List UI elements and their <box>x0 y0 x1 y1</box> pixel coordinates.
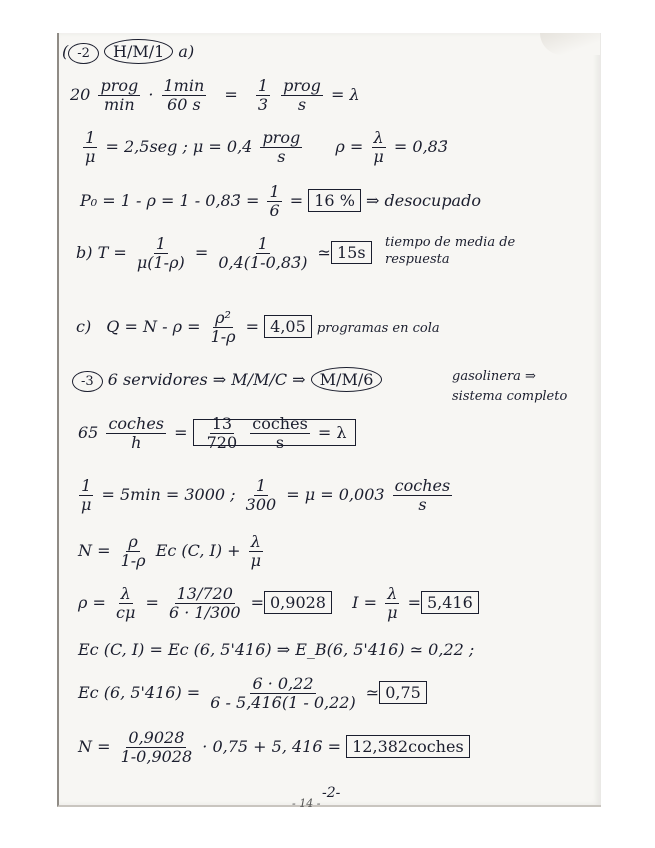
model-label: M/M/6 <box>311 367 383 392</box>
boxed-result: 12,382coches <box>346 735 470 758</box>
num: coches <box>394 476 451 495</box>
fraction <box>83 130 97 165</box>
ec-value-line <box>78 676 427 711</box>
den: min <box>104 95 135 114</box>
fraction <box>256 78 270 113</box>
num: 1 <box>255 476 266 495</box>
fraction <box>119 730 195 765</box>
den: s <box>275 433 285 452</box>
n-sum: · 0,75 + 5, 416̄ = <box>202 737 342 756</box>
num: ρ <box>128 532 138 551</box>
fraction <box>244 478 279 513</box>
note: programas en cola <box>316 321 440 336</box>
part-a-label: a) <box>178 42 195 61</box>
fraction <box>79 478 93 513</box>
approx: ≃ <box>317 243 331 262</box>
equals: = <box>407 593 421 612</box>
den: h <box>131 433 142 452</box>
queue-length-line <box>76 310 440 345</box>
mu-text: = 2,5seg ; μ = 0,4 <box>105 137 253 156</box>
num: 6 · 0,22 <box>252 674 314 693</box>
idle-probability-line <box>80 184 481 219</box>
den: μ <box>81 495 92 514</box>
n-label: N = <box>78 541 111 560</box>
equals: = <box>145 593 159 612</box>
boxed-result: 4,05 <box>264 315 312 338</box>
note: ⇒ desocupado <box>366 191 481 210</box>
service-rate-line <box>80 130 448 165</box>
arrival-rate-line <box>70 78 360 113</box>
fraction <box>250 416 310 451</box>
service-time: = 5min = 3000 ; <box>101 485 236 504</box>
num: 1 <box>81 476 92 495</box>
equals: = <box>224 85 238 104</box>
den: s <box>277 147 286 166</box>
num: prog <box>283 76 321 95</box>
mu-value: = μ = 0,003 <box>286 485 385 504</box>
part-b-label: b) <box>76 243 93 262</box>
ec-label: Ec (6, 5'416̄) = <box>78 683 201 702</box>
boxed-result <box>193 414 356 452</box>
fraction <box>205 416 240 451</box>
service-rate-line-2 <box>76 478 455 513</box>
boxed-result: 16 % <box>308 189 361 212</box>
q-text: Q = N - ρ = <box>106 317 201 336</box>
den: s <box>418 495 427 514</box>
boxed-result: 0,75 <box>379 681 427 704</box>
num: λ <box>250 532 261 551</box>
erlang-c-line: Ec (C, I) = Ec (6, 5'416̄) ⇒ E_B(6, 5'416̄) ≃ 0,22 ; <box>78 640 475 659</box>
final-n-line <box>78 730 470 765</box>
den: 300 <box>245 495 277 514</box>
den: 1-0,9028 <box>120 747 193 766</box>
fraction <box>162 78 207 113</box>
lambda-label: = λ <box>317 423 347 442</box>
page-number: -2- <box>322 785 341 801</box>
rho-value: = 0,83̄ <box>393 137 449 156</box>
p0-text: P₀ = 1 - ρ = 1 - 0,83̄ = <box>80 191 260 210</box>
model-label: H/M/1 <box>104 39 173 64</box>
den: s <box>297 95 307 114</box>
den: 3 <box>257 95 269 114</box>
fraction <box>385 586 399 621</box>
equals: = <box>245 317 260 336</box>
num: 0,9028 <box>128 728 185 747</box>
num: ρ² <box>215 308 231 327</box>
dot: · <box>148 85 154 104</box>
den: 6 <box>269 201 280 220</box>
num: 1min <box>163 76 205 95</box>
problem-number: -2 <box>68 43 99 64</box>
num: λ <box>120 584 131 603</box>
arrival-count: 20 <box>70 85 91 104</box>
rho-label: ρ = <box>78 593 106 612</box>
fraction <box>371 130 385 165</box>
problem-number: -3 <box>72 371 103 392</box>
fraction <box>119 534 148 569</box>
problem-3-header <box>72 372 382 388</box>
problem-header <box>62 44 194 60</box>
page-number-under: - 14 - <box>292 797 321 810</box>
fraction <box>106 416 166 451</box>
den: μ <box>373 147 384 166</box>
n-label: N = <box>78 737 111 756</box>
num: 1 <box>269 182 280 201</box>
fraction <box>208 676 357 711</box>
den: cμ <box>116 603 136 622</box>
lambda-label: = λ <box>331 85 360 104</box>
boxed-result: 5,416̄ <box>421 591 479 614</box>
num: λ <box>387 584 398 603</box>
response-time-line <box>76 236 372 271</box>
i-label: I = <box>352 593 377 612</box>
den: 1-ρ <box>120 551 146 570</box>
fraction <box>249 534 263 569</box>
part-c-label: c) <box>76 317 92 336</box>
fraction <box>167 586 243 621</box>
fraction <box>216 236 309 271</box>
num: 13 <box>211 414 233 433</box>
num: coches <box>252 414 308 433</box>
num: 1 <box>155 234 166 253</box>
num: prog <box>262 128 301 147</box>
fraction <box>260 130 302 165</box>
num: prog <box>100 76 139 95</box>
ec-term: Ec (C, I) + <box>155 541 241 560</box>
num: 1 <box>85 128 96 147</box>
boxed-result: 15s <box>331 241 372 264</box>
servers-text: 6 servidores ⇒ M/M/C ⇒ <box>107 370 306 389</box>
den: 1-ρ <box>210 327 236 346</box>
num: coches <box>108 414 164 433</box>
den: 0,4(1-0,83̄) <box>218 253 308 272</box>
den: 6 · 1/300 <box>168 603 241 622</box>
rho-label: ρ = <box>335 137 364 156</box>
fraction <box>393 478 453 513</box>
response-note-1: tiempo de media de <box>385 235 516 250</box>
equals: = <box>250 593 264 612</box>
boxed-result: 0,9028 <box>264 591 332 614</box>
den: 6 - 5,416̄(1 - 0,22) <box>210 693 356 712</box>
fraction <box>98 78 140 113</box>
gas-station-note-2: sistema completo <box>452 389 568 404</box>
den: μ(1-ρ) <box>136 253 185 272</box>
t-label: T = <box>97 243 127 262</box>
num: λ <box>373 128 384 147</box>
approx: ≃ <box>365 683 380 702</box>
den: μ <box>85 147 96 166</box>
den: 60 s <box>167 95 201 114</box>
open-paren: ( <box>62 42 69 61</box>
fraction <box>209 310 238 345</box>
fraction <box>281 78 323 113</box>
equals: = <box>194 243 209 262</box>
den: μ <box>250 551 262 570</box>
arrival-rate-line-2 <box>78 416 356 451</box>
num: 13/720 <box>176 584 233 603</box>
den: 720 <box>206 433 238 452</box>
equals: = <box>174 423 188 442</box>
den: μ <box>387 603 398 622</box>
gas-station-note-1: gasolinera ⇒ <box>452 369 536 384</box>
rho-line <box>78 586 479 621</box>
fraction <box>114 586 137 621</box>
equals: = <box>289 191 304 210</box>
fraction <box>135 236 187 271</box>
num: 1 <box>257 76 269 95</box>
cars-count: 65 <box>78 423 99 442</box>
num: 1 <box>257 234 268 253</box>
response-note-2: respuesta <box>385 252 450 267</box>
fraction <box>267 184 281 219</box>
n-formula-line <box>78 534 266 569</box>
